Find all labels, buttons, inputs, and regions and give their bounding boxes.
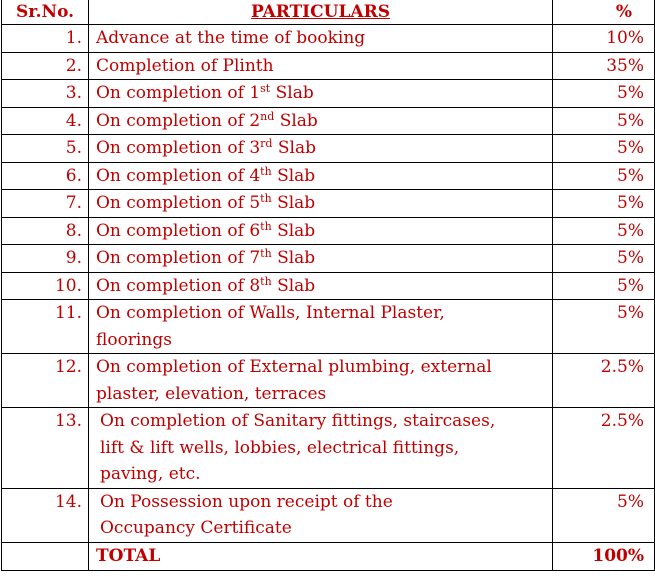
row-percent: 5% — [553, 217, 655, 245]
row-text-suffix: Slab — [270, 83, 314, 103]
row-text-prefix: On completion of 3 — [96, 138, 261, 158]
table-row — [2, 80, 655, 108]
row-text-suffix: Slab — [272, 138, 316, 158]
total-label: TOTAL — [89, 542, 553, 570]
table-row — [2, 488, 655, 542]
ordinal-suffix: rd — [260, 137, 273, 150]
row-text-prefix: On completion of 6 — [96, 220, 261, 241]
row-number: 11. — [2, 300, 89, 354]
row-particulars — [89, 80, 553, 108]
table-row — [2, 217, 655, 245]
row-percent: 5% — [553, 300, 655, 354]
row-number: 10. — [2, 272, 89, 300]
table-row — [2, 107, 655, 135]
row-percent: 5% — [553, 135, 655, 163]
header-particulars: PARTICULARS — [89, 0, 553, 25]
row-number: 6. — [2, 162, 89, 190]
row-particulars — [89, 272, 553, 300]
row-percent: 2.5% — [553, 408, 655, 489]
row-number: 2. — [2, 52, 89, 80]
table-header-row — [2, 0, 655, 25]
row-text-prefix: On completion of 8 — [96, 275, 261, 296]
ordinal-suffix: th — [260, 164, 272, 178]
row-text-suffix: Slab — [271, 165, 316, 186]
table-row — [2, 245, 655, 273]
row-particulars — [89, 245, 553, 273]
row-percent: 35% — [553, 52, 655, 80]
row-text-line: On completion of Sanitary fittings, staircases, — [100, 411, 496, 431]
row-percent: 5% — [553, 162, 655, 190]
row-particulars — [89, 107, 553, 135]
row-text-suffix: Slab — [271, 193, 316, 213]
total-row — [2, 542, 655, 570]
header-percent: % — [553, 0, 655, 25]
row-text-prefix: On completion of 7 — [96, 248, 261, 268]
table-row — [2, 162, 655, 190]
row-particulars — [89, 217, 553, 245]
row-number: 3. — [2, 80, 89, 108]
row-text-prefix: On completion of 2 — [96, 110, 261, 131]
row-text-suffix: Slab — [271, 275, 316, 296]
row-particulars: Advance at the time of booking — [89, 25, 553, 53]
row-text-line: Occupancy Certificate — [100, 518, 292, 538]
payment-schedule-table — [1, 0, 655, 571]
row-particulars: Completion of Plinth — [89, 52, 553, 80]
row-number: 4. — [2, 107, 89, 135]
row-particulars — [89, 354, 553, 408]
ordinal-suffix: th — [260, 192, 272, 205]
ordinal-suffix: th — [260, 247, 272, 260]
row-text-line: On Possession upon receipt of the — [100, 491, 393, 512]
row-percent: 5% — [553, 488, 655, 542]
row-number: 8. — [2, 217, 89, 245]
row-percent: 5% — [553, 190, 655, 218]
row-number: 12. — [2, 354, 89, 408]
row-text-line: lift & lift wells, lobbies, electrical fittings, — [100, 437, 460, 458]
row-text-line: On completion of Walls, Internal Plaster, — [96, 303, 445, 323]
row-percent: 5% — [553, 272, 655, 300]
row-text-line: On completion of External plumbing, external — [96, 357, 492, 377]
row-text-line: paving, etc. — [100, 464, 201, 484]
row-particulars — [89, 162, 553, 190]
row-particulars — [89, 300, 553, 354]
row-percent: 5% — [553, 80, 655, 108]
ordinal-suffix: st — [260, 82, 271, 95]
row-text-prefix: On completion of 4 — [96, 165, 261, 186]
row-percent: 5% — [553, 245, 655, 273]
row-percent: 2.5% — [553, 354, 655, 408]
table-row — [2, 190, 655, 218]
row-number: 1. — [2, 25, 89, 53]
row-text-suffix: Slab — [274, 110, 318, 131]
table-row — [2, 52, 655, 80]
row-text-line: plaster, elevation, terraces — [96, 383, 327, 404]
row-number: 9. — [2, 245, 89, 273]
row-text-line: floorings — [96, 329, 172, 350]
table-row — [2, 408, 655, 489]
table-row — [2, 25, 655, 53]
row-particulars — [89, 135, 553, 163]
ordinal-suffix: nd — [260, 109, 275, 123]
table-row — [2, 135, 655, 163]
row-text-suffix: Slab — [271, 248, 316, 268]
table-row — [2, 354, 655, 408]
row-text-prefix: On completion of 1 — [96, 83, 261, 103]
table-row — [2, 272, 655, 300]
row-text-prefix: On completion of 5 — [96, 193, 261, 213]
ordinal-suffix: th — [260, 219, 272, 233]
row-percent: 5% — [553, 107, 655, 135]
row-number: 5. — [2, 135, 89, 163]
total-number-cell — [2, 542, 89, 570]
row-number: 13. — [2, 408, 89, 489]
row-number: 7. — [2, 190, 89, 218]
row-particulars — [89, 488, 553, 542]
row-text-suffix: Slab — [271, 220, 316, 241]
row-particulars — [89, 408, 553, 489]
header-sr-no: Sr.No. — [2, 0, 89, 25]
table-row — [2, 300, 655, 354]
row-number: 14. — [2, 488, 89, 542]
total-percent: 100% — [553, 542, 655, 570]
row-percent: 10% — [553, 25, 655, 53]
row-particulars — [89, 190, 553, 218]
ordinal-suffix: th — [260, 274, 272, 288]
